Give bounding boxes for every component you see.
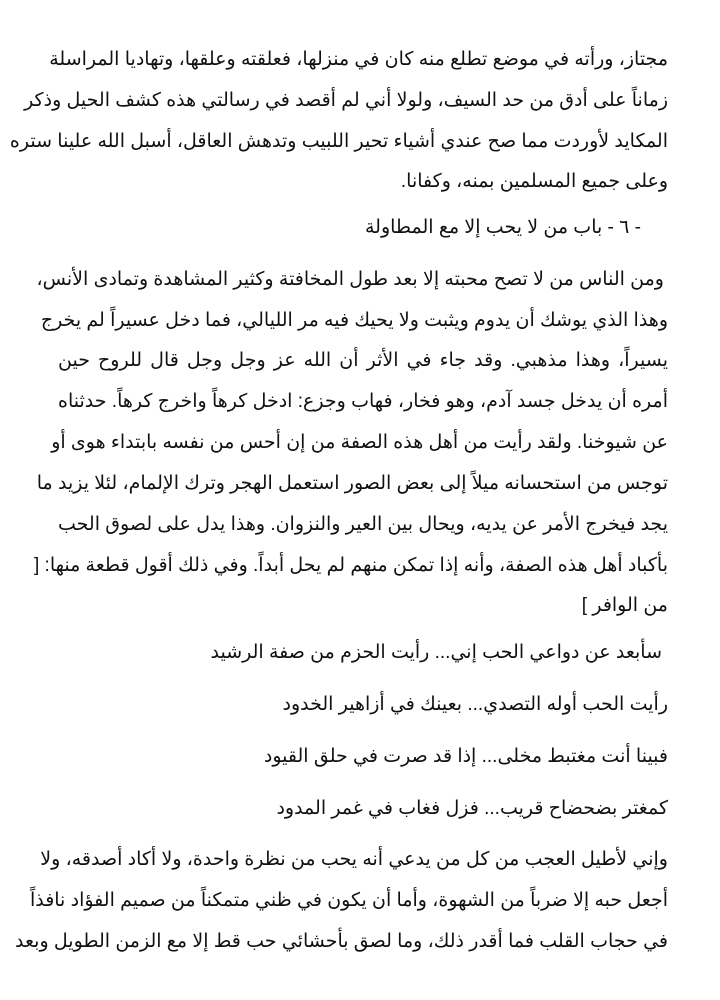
paragraph-2-line-6: توجس من استحسانه ميلاً إلى بعض الصور استعمل الهجر وترك الإلمام، لئلا يزيد ما (36, 473, 668, 494)
paragraph-2-line-1: ومن الناس من لا تصح محبته إلا بعد طول المخافتة وكثير المشاهدة وتمادى الأنس، (36, 269, 664, 290)
paragraph-2-line-3: يسيراً، وهذا مذهبي. وقد جاء في الأثر أن الله عز وجل وجل قال للروح حين (58, 350, 668, 371)
paragraph-3-line-2: أجعل حبه إلا ضرباً من الشهوة، وأما أن يكون في ظني متمكناً من صميم الفؤاد نافذاً (29, 890, 668, 911)
paragraph-2-line-5: عن شيوخنا. ولقد رأيت من أهل هذه الصفة من إن أحس من نفسه بابتداء هوى أو (51, 432, 668, 453)
paragraph-2-line-2: وهذا الذي يوشك أن يدوم ويثبت ولا يحيك فيه مر الليالي، فما دخل عسيراً لم يخرج (40, 310, 668, 331)
paragraph-2-line-9: من الوافر ] (581, 595, 668, 616)
poem-verse-4: كمغتر بضحضاح قريب... فزل فغاب في غمر المدود (276, 798, 668, 819)
paragraph-1-line-4: وعلى جميع المسلمين بمنه، وكفانا. (400, 171, 668, 192)
poem-verse-2: رأيت الحب أوله التصدي... بعينك في أزاهير الخدود (282, 694, 668, 715)
paragraph-2-line-4: أمره أن يدخل جسد آدم، وهو فخار، فهاب وجزع: ادخل كرهاً واخرج كرهاً. حدثناه (58, 391, 668, 412)
paragraph-1-line-1: مجتاز، ورأته في موضع تطلع منه كان في منزلها، فعلقته وعلقها، وتهاديا المراسلة (49, 49, 668, 70)
paragraph-2-line-8: بأكباد أهل هذه الصفة، وأنه إذا تمكن منهم لم يحل أبداً. وفي ذلك أقول قطعة منها: [ (33, 555, 668, 576)
paragraph-2-line-7: يجد فيخرج الأمر عن يديه، ويحال بين العير والنزوان. وهذا يدل على لصوق الحب (58, 514, 668, 535)
paragraph-1-line-3: المكايد لأوردت مما صح عندي أشياء تحير اللبيب وتدهش العاقل، أسبل الله علينا ستره (9, 131, 668, 152)
poem-verse-1: سأبعد عن دواعي الحب إني... رأيت الحزم من صفة الرشيد (210, 642, 662, 663)
paragraph-3-line-1: وإني لأطيل العجب من كل من يدعي أنه يحب من نظرة واحدة، ولا أكاد أصدقه، ولا (40, 849, 668, 870)
section-heading: - ٦ - باب من لا يحب إلا مع المطاولة (364, 217, 641, 238)
paragraph-3-line-3: في حجاب القلب فما أقدر ذلك، وما لصق بأحشائي حب قط إلا مع الزمن الطويل وبعد (15, 931, 668, 952)
paragraph-1-line-2: زماناً على أدق من حد السيف، ولولا أني لم أقصد في رسالتي هذه كشف الحيل وذكر (24, 90, 668, 111)
poem-verse-3: فبينا أنت مغتبط مخلى... إذا قد صرت في حلق القيود (263, 746, 668, 767)
